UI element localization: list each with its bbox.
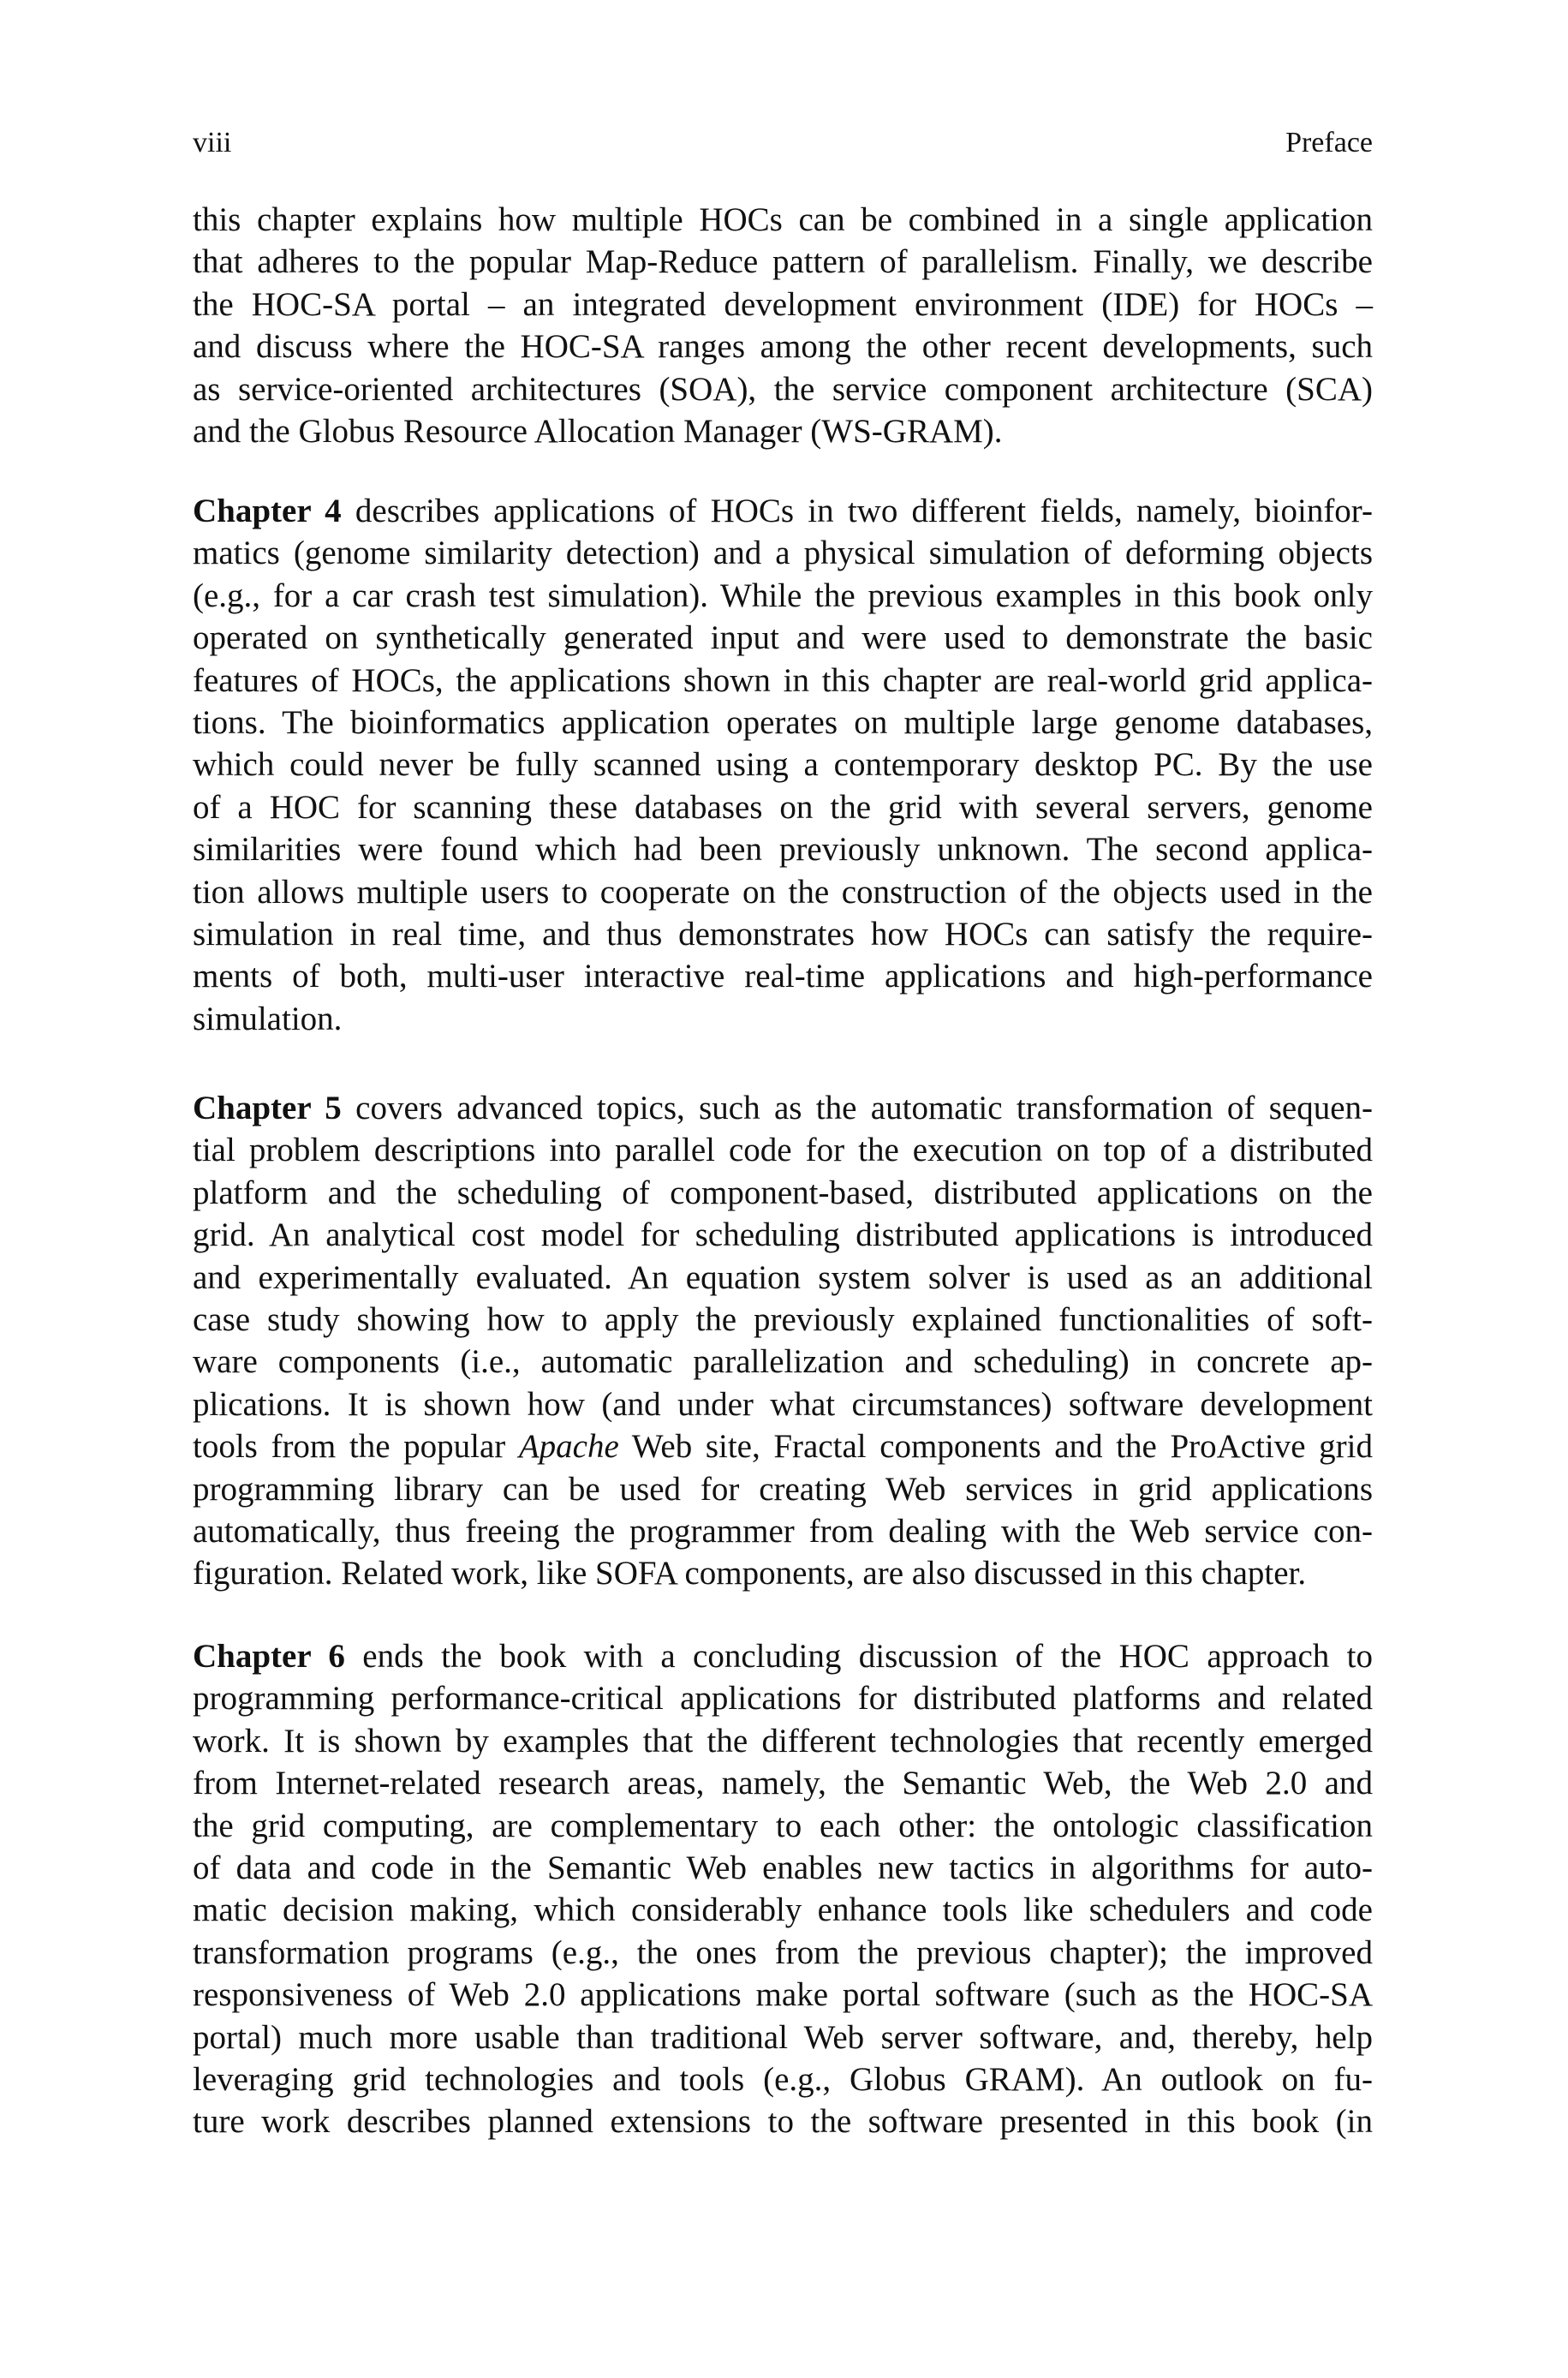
text-run: case study showing how to apply the previously explained functionalities of soft- (193, 1300, 1373, 1338)
text-run: which could never be fully scanned using a contemporary desktop PC. By the use (193, 746, 1373, 784)
text-run: matic decision making, which considerably enhance tools like schedulers and code (193, 1891, 1373, 1929)
text-run: leveraging grid technologies and tools (e.g., Globus GRAM). An outlook on fu- (193, 2060, 1373, 2098)
text-line (193, 871, 1373, 913)
text-line (193, 1677, 1373, 1719)
text-line (193, 2017, 1373, 2058)
text-line (193, 1974, 1373, 2016)
text-run: platform and the scheduling of component-based, distributed applications on the (193, 1174, 1373, 1211)
text-run: grid. An analytical cost model for scheduling distributed applications is introduced (193, 1216, 1373, 1254)
text-run: transformation programs (e.g., the ones from the previous chapter); the improved (193, 1933, 1373, 1971)
text-run: of data and code in the Semantic Web enables new tactics in algorithms for auto- (193, 1849, 1373, 1886)
text-run: programming performance-critical applications for distributed platforms and related (193, 1680, 1373, 1718)
text-line (193, 744, 1373, 786)
text-run: describes applications of HOCs in two different fields, namely, bioinfor- (341, 493, 1374, 529)
text-run: figuration. Related work, like SOFA components, are also discussed in this chapter. (193, 1555, 1307, 1592)
text-line (193, 955, 1373, 997)
text-line (193, 786, 1373, 828)
text-line (193, 1932, 1373, 1974)
text-run: plications. It is shown how (and under what circumstances) software development (193, 1385, 1373, 1423)
text-run: tion allows multiple users to cooperate on the construction of the objects used in the (193, 873, 1373, 911)
text-run: the grid computing, are complementary to each other: the ontologic classification (193, 1807, 1373, 1844)
text-run: programming library can be used for creating Web services in grid applications (193, 1470, 1373, 1508)
text-run: tools from the popular (193, 1428, 519, 1466)
text-line (193, 913, 1373, 955)
running-head: Preface (1285, 127, 1373, 158)
paragraph-chapter-6 (193, 1635, 1373, 2143)
text-run: matics (genome similarity detection) and a physical simulation of deforming objects (193, 535, 1373, 572)
text-line (193, 1552, 1373, 1594)
text-run: simulation in real time, and thus demonstrates how HOCs can satisfy the require- (193, 915, 1373, 953)
text-run: work. It is shown by examples that the different technologies that recently emerged (193, 1722, 1373, 1760)
text-line (193, 1720, 1373, 1762)
text-run: that adheres to the popular Map-Reduce pattern of parallelism. Finally, we describe (193, 243, 1373, 281)
text-run: as service-oriented architectures (SOA), the service component architecture (SCA) (193, 370, 1373, 408)
text-run: simulation. (193, 1000, 343, 1037)
chapter-label: Chapter 5 (193, 1090, 342, 1126)
paragraph-chapter-5 (193, 1087, 1373, 1595)
text-line (193, 1635, 1373, 1677)
text-line (193, 368, 1373, 410)
text-run: and experimentally evaluated. An equation system solver is used as an additional (193, 1258, 1373, 1296)
paragraph-intro-continued (193, 199, 1373, 452)
text-run: the HOC-SA portal – an integrated development environment (IDE) for HOCs – (193, 285, 1373, 323)
text-line (193, 1214, 1373, 1256)
text-line (193, 1847, 1373, 1889)
text-run: similarities were found which had been previously unknown. The second applica- (193, 831, 1373, 869)
text-line (193, 1425, 1373, 1467)
text-line (193, 660, 1373, 702)
text-line (193, 575, 1373, 617)
text-line (193, 490, 1373, 532)
text-line (193, 1805, 1373, 1847)
text-run: automatically, thus freeing the programmer from dealing with the Web service con- (193, 1512, 1373, 1550)
text-run: tial problem descriptions into parallel code for the execution on top of a distributed (193, 1132, 1373, 1169)
text-run: from Internet-related research areas, namely, the Semantic Web, the Web 2.0 and (193, 1765, 1373, 1802)
text-run: tions. The bioinformatics application operates on multiple large genome databases, (193, 703, 1373, 741)
text-run: covers advanced topics, such as the automatic transformation of sequen- (341, 1090, 1373, 1126)
text-run: ware components (i.e., automatic parallelization and scheduling) in concrete ap- (193, 1343, 1373, 1381)
text-line (193, 1341, 1373, 1383)
text-run: (e.g., for a car crash test simulation). While the previous examples in this book only (193, 577, 1373, 614)
text-run: operated on synthetically generated input and were used to demonstrate the basic (193, 619, 1373, 657)
text-line (193, 284, 1373, 326)
text-run: and the Globus Resource Allocation Manager (WS-GRAM). (193, 412, 1003, 450)
text-line (193, 702, 1373, 744)
text-run: Web site, Fractal components and the ProActive grid (618, 1428, 1374, 1466)
text-line (193, 1383, 1373, 1425)
paragraph-chapter-4 (193, 490, 1373, 1040)
text-line (193, 998, 1373, 1040)
text-run: portal) much more usable than traditional Web server software, and, thereby, help (193, 2018, 1373, 2056)
text-run: of a HOC for scanning these databases on the grid with several servers, genome (193, 788, 1373, 826)
text-line (193, 1257, 1373, 1299)
text-line (193, 1468, 1373, 1510)
chapter-label: Chapter 6 (193, 1638, 345, 1675)
text-run: ments of both, multi-user interactive real-time applications and high-performance (193, 958, 1373, 995)
emphasis: Apache (518, 1428, 619, 1466)
text-run: features of HOCs, the applications shown in this chapter are real-world grid applica- (193, 661, 1373, 699)
chapter-label: Chapter 4 (193, 493, 342, 529)
text-line (193, 617, 1373, 659)
text-line (193, 241, 1373, 283)
text-run: this chapter explains how multiple HOCs can be combined in a single application (193, 201, 1373, 238)
text-run: ends the book with a concluding discussion of the HOC approach to (344, 1638, 1374, 1675)
text-line (193, 326, 1373, 367)
text-line (193, 1889, 1373, 1931)
text-line (193, 532, 1373, 574)
text-line (193, 828, 1373, 870)
text-line (193, 1172, 1373, 1214)
text-run: responsiveness of Web 2.0 applications make portal software (such as the HOC-SA (193, 1976, 1373, 2014)
text-line (193, 1087, 1373, 1129)
text-line (193, 1510, 1373, 1552)
page-header (193, 124, 1373, 162)
text-line (193, 199, 1373, 241)
text-line (193, 1762, 1373, 1804)
text-line (193, 1299, 1373, 1341)
page-number: viii (193, 127, 232, 158)
text-line (193, 1129, 1373, 1171)
text-line (193, 410, 1373, 452)
text-line (193, 2058, 1373, 2100)
text-run: ture work describes planned extensions to the software presented in this book (in (193, 2103, 1373, 2141)
text-line (193, 2100, 1373, 2142)
text-run: and discuss where the HOC-SA ranges among the other recent developments, such (193, 328, 1373, 366)
